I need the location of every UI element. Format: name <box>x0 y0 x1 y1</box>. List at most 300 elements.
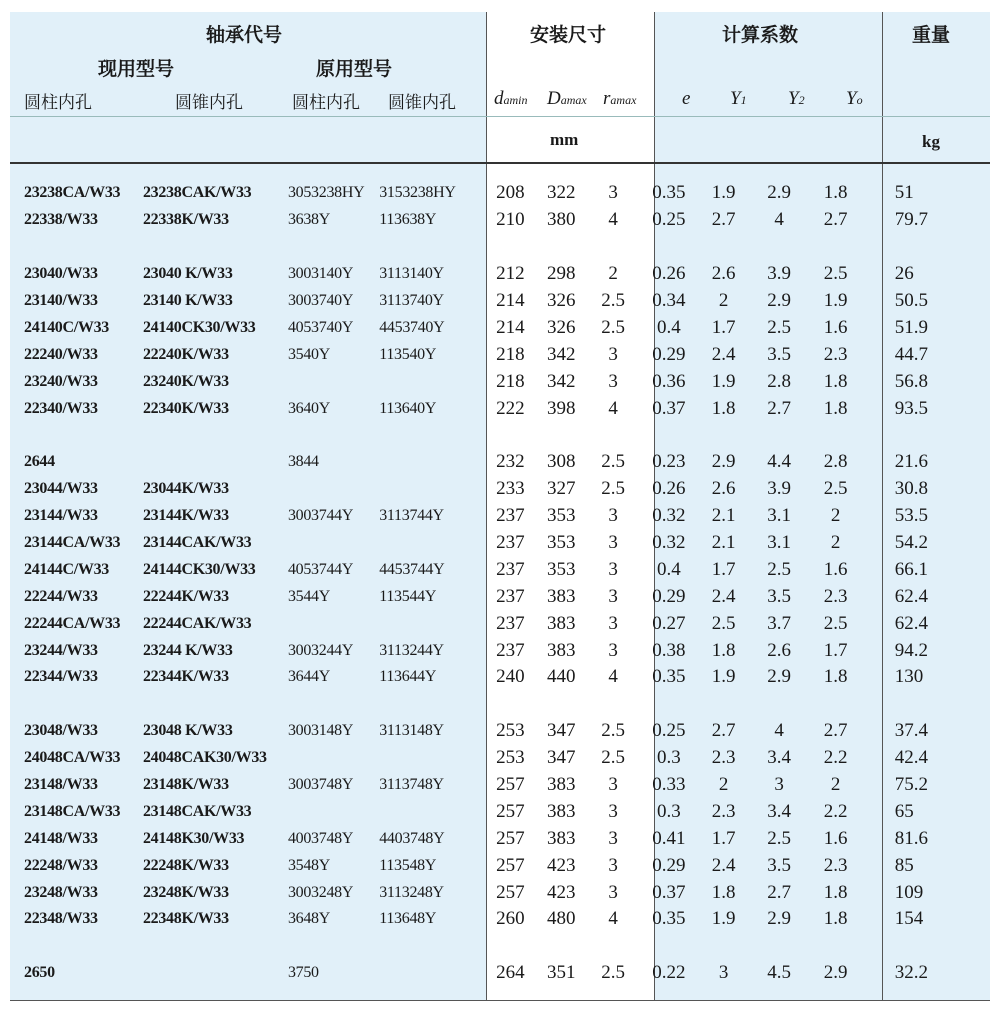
current-cyl-bore-cell: 22340/W33 <box>24 399 98 417</box>
original-cyl-bore-cell: 3003744Y <box>287 507 354 525</box>
original-taper-bore-cell <box>379 530 482 557</box>
ra-max-cell: 3 <box>608 881 618 903</box>
y1-cell: 1.9 <box>711 908 736 930</box>
ra-max-cell: 3 <box>608 800 618 822</box>
da-min-cell: 214 <box>496 290 525 311</box>
y1-cell: 2.6 <box>711 263 736 285</box>
table-row <box>10 556 990 583</box>
original-taper-bore-cell: 113644Y <box>379 668 437 686</box>
Da-max-cell: 308 <box>547 451 576 473</box>
weight-cell: 85 <box>894 854 914 876</box>
y0-cell: 2.2 <box>823 747 848 769</box>
original-taper-bore-cell: 4403748Y <box>379 829 445 847</box>
weight-cell: 66.1 <box>894 558 929 580</box>
y1-cell: 2.6 <box>711 478 736 500</box>
current-taper-bore-cell: 22248K/W33 <box>142 856 229 874</box>
table-row <box>10 476 990 503</box>
current-taper-bore-cell: 24140CK30/W33 <box>142 318 256 336</box>
da-min-cell: 218 <box>496 370 525 392</box>
table-row <box>10 637 990 664</box>
current-cyl-bore-cell: 23144CA/W33 <box>24 534 121 552</box>
da-min-cell: 237 <box>496 639 525 661</box>
current-taper-bore-cell: 22348K/W33 <box>142 910 229 928</box>
original-cyl-bore-cell: 3003148Y <box>287 722 354 740</box>
ra-max-cell: 3 <box>608 558 618 580</box>
weight-cell: 51 <box>894 182 914 204</box>
original-cyl-bore-cell: 3003748Y <box>287 776 354 794</box>
original-cyl-bore-cell <box>288 610 379 637</box>
ra-max-cell: 3 <box>608 585 618 607</box>
table-row <box>10 180 990 207</box>
y2-cell: 2.9 <box>767 290 791 311</box>
ra-max-cell: 3 <box>608 343 618 365</box>
weight-cell: 79.7 <box>894 209 929 231</box>
header-orig-taper-bore: 圆锥内孔 <box>388 93 456 113</box>
y2-cell: 2.7 <box>767 881 791 903</box>
y1-cell: 1.7 <box>711 827 736 849</box>
da-min-cell: 257 <box>496 827 525 849</box>
table-row <box>10 530 990 557</box>
original-taper-bore-cell: 113540Y <box>379 345 437 363</box>
da-min-cell: 212 <box>496 263 525 285</box>
e-cell: 0.26 <box>652 263 686 285</box>
y1-cell: 1.9 <box>711 666 736 688</box>
table-row <box>10 718 990 745</box>
da-min-cell: 232 <box>496 451 525 473</box>
current-cyl-bore-cell: 22338/W33 <box>24 211 98 229</box>
ra-max-cell: 2.5 <box>601 962 625 984</box>
y2-cell: 2.8 <box>767 370 791 392</box>
y2-cell: 4 <box>774 720 784 742</box>
y0-cell: 1.8 <box>823 182 848 204</box>
y0-cell: 1.9 <box>823 290 848 311</box>
ra-max-cell: 2.5 <box>601 747 625 769</box>
current-cyl-bore-cell: 23238CA/W33 <box>24 184 121 202</box>
weight-cell: 81.6 <box>894 827 929 849</box>
ra-max-cell: 3 <box>608 827 618 849</box>
y2-cell: 2.7 <box>767 397 791 419</box>
Da-max-cell: 353 <box>547 505 576 527</box>
original-taper-bore-cell <box>379 476 482 503</box>
ra-max-cell: 2.5 <box>601 451 625 473</box>
y0-cell: 2.2 <box>823 800 848 822</box>
y0-cell: 1.6 <box>823 827 848 849</box>
ra-max-cell: 3 <box>608 854 618 876</box>
e-cell: 0.22 <box>652 962 686 984</box>
Da-max-cell: 353 <box>547 532 576 554</box>
Da-max-cell: 383 <box>547 774 576 796</box>
group-spacer <box>10 933 990 960</box>
e-cell: 0.3 <box>656 800 681 822</box>
y0-cell: 1.6 <box>823 316 848 338</box>
Da-max-cell: 383 <box>547 800 576 822</box>
weight-cell: 93.5 <box>894 397 929 419</box>
symbol-Da-max: Damax <box>547 88 587 109</box>
original-cyl-bore-cell: 3750 <box>287 964 319 982</box>
e-cell: 0.4 <box>656 316 681 338</box>
table-row <box>10 341 990 368</box>
current-cyl-bore-cell: 23248/W33 <box>24 883 98 901</box>
current-cyl-bore-cell: 24048CA/W33 <box>24 749 121 767</box>
original-cyl-bore-cell: 3644Y <box>287 668 330 686</box>
current-taper-bore-cell: 22244CAK/W33 <box>142 614 252 632</box>
y0-cell: 1.6 <box>823 558 848 580</box>
original-cyl-bore-cell: 4003748Y <box>287 829 354 847</box>
ra-max-cell: 4 <box>608 209 618 231</box>
Da-max-cell: 298 <box>547 263 576 285</box>
y0-cell: 2.3 <box>823 343 848 365</box>
original-taper-bore-cell <box>379 745 482 772</box>
e-cell: 0.33 <box>652 774 686 796</box>
ra-max-cell: 3 <box>608 774 618 796</box>
table-row <box>10 798 990 825</box>
current-cyl-bore-cell: 23148CA/W33 <box>24 802 121 820</box>
Da-max-cell: 398 <box>547 397 576 419</box>
current-cyl-bore-cell: 22344/W33 <box>24 668 98 686</box>
y0-cell: 2.5 <box>823 478 848 500</box>
current-taper-bore-cell: 22244K/W33 <box>142 587 229 605</box>
original-taper-bore-cell: 113638Y <box>379 211 437 229</box>
original-taper-bore-cell: 3113248Y <box>379 883 444 901</box>
table-row <box>10 503 990 530</box>
da-min-cell: 257 <box>496 774 525 796</box>
current-taper-bore-cell: 23040 K/W33 <box>142 265 233 283</box>
unit-mm: mm <box>550 130 579 149</box>
weight-cell: 109 <box>894 881 924 903</box>
original-cyl-bore-cell <box>288 745 379 772</box>
weight-cell: 54.2 <box>894 532 929 554</box>
Da-max-cell: 322 <box>547 182 576 204</box>
y0-cell: 2.9 <box>823 962 848 984</box>
weight-cell: 65 <box>894 800 914 822</box>
original-cyl-bore-cell: 4053744Y <box>287 560 354 578</box>
e-cell: 0.29 <box>652 343 686 365</box>
y1-cell: 1.9 <box>711 370 736 392</box>
table-row <box>10 288 990 315</box>
da-min-cell: 237 <box>496 612 525 634</box>
current-taper-bore-cell <box>143 449 288 476</box>
y1-cell: 2.1 <box>711 505 736 527</box>
original-taper-bore-cell <box>379 368 482 395</box>
y2-cell: 4 <box>774 209 784 231</box>
e-cell: 0.4 <box>656 558 681 580</box>
header-calc-factors: 计算系数 <box>722 24 799 46</box>
table-row <box>10 825 990 852</box>
e-cell: 0.29 <box>652 854 686 876</box>
table-row <box>10 314 990 341</box>
y2-cell: 4.4 <box>767 451 791 473</box>
table-row <box>10 664 990 691</box>
ra-max-cell: 4 <box>608 397 618 419</box>
original-taper-bore-cell: 3113744Y <box>379 507 444 525</box>
Da-max-cell: 353 <box>547 558 576 580</box>
table-row <box>10 261 990 288</box>
weight-cell: 32.2 <box>894 962 929 984</box>
original-cyl-bore-cell: 4053740Y <box>287 318 354 336</box>
table-row <box>10 583 990 610</box>
y0-cell: 1.7 <box>823 639 848 661</box>
y0-cell: 2.5 <box>823 612 848 634</box>
e-cell: 0.29 <box>652 585 686 607</box>
symbol-y1: Y1 <box>730 88 747 109</box>
weight-cell: 94.2 <box>894 639 929 661</box>
e-cell: 0.37 <box>652 881 686 903</box>
da-min-cell: 222 <box>496 397 525 419</box>
weight-cell: 42.4 <box>894 747 929 769</box>
header-bottom-rule <box>10 162 990 164</box>
y2-cell: 3 <box>774 774 784 796</box>
current-cyl-bore-cell: 24140C/W33 <box>24 318 110 336</box>
y1-cell: 1.8 <box>711 639 736 661</box>
spacer-cell <box>10 691 990 718</box>
y2-cell: 4.5 <box>767 962 791 984</box>
weight-cell: 51.9 <box>894 316 929 338</box>
current-cyl-bore-cell: 23140/W33 <box>24 292 98 309</box>
original-taper-bore-cell: 4453740Y <box>379 318 445 336</box>
current-cyl-bore-cell: 22244/W33 <box>24 587 98 605</box>
original-taper-bore-cell: 113548Y <box>379 856 437 874</box>
y1-cell: 2.7 <box>711 209 736 231</box>
e-cell: 0.26 <box>652 478 686 500</box>
current-taper-bore-cell: 23148CAK/W33 <box>142 802 252 820</box>
current-taper-bore-cell: 23240K/W33 <box>142 372 229 390</box>
original-cyl-bore-cell <box>288 368 379 395</box>
ra-max-cell: 3 <box>608 612 618 634</box>
original-cyl-bore-cell: 3003740Y <box>287 292 354 309</box>
ra-max-cell: 2 <box>608 263 618 285</box>
current-cyl-bore-cell: 23148/W33 <box>24 776 98 794</box>
y1-cell: 2.3 <box>711 800 736 822</box>
y0-cell: 1.8 <box>823 666 848 688</box>
e-cell: 0.3 <box>656 747 681 769</box>
weight-cell: 62.4 <box>894 585 929 607</box>
y2-cell: 2.5 <box>767 316 791 338</box>
bearing-spec-table <box>10 12 990 1008</box>
original-cyl-bore-cell <box>288 476 379 503</box>
y2-cell: 2.6 <box>767 639 791 661</box>
weight-cell: 50.5 <box>894 290 929 311</box>
ra-max-cell: 2.5 <box>601 478 625 500</box>
da-min-cell: 210 <box>496 209 525 231</box>
y1-cell: 1.7 <box>711 558 736 580</box>
original-cyl-bore-cell: 3544Y <box>287 587 330 605</box>
da-min-cell: 257 <box>496 854 525 876</box>
y0-cell: 1.8 <box>823 881 848 903</box>
current-taper-bore-cell: 22344K/W33 <box>142 668 229 686</box>
y0-cell: 2.5 <box>823 263 848 285</box>
symbol-da-min: damin <box>494 88 528 109</box>
y1-cell: 2 <box>718 774 729 796</box>
y1-cell: 2.3 <box>711 747 736 769</box>
original-cyl-bore-cell <box>288 530 379 557</box>
bearing-rows <box>10 180 990 987</box>
y2-cell: 3.1 <box>767 505 791 527</box>
y2-cell: 3.9 <box>767 478 791 500</box>
current-cyl-bore-cell: 23040/W33 <box>24 265 98 283</box>
current-taper-bore-cell: 23144CAK/W33 <box>142 534 252 552</box>
Da-max-cell: 351 <box>547 962 576 984</box>
weight-cell: 130 <box>894 666 924 688</box>
table-row <box>10 207 990 234</box>
y2-cell: 2.5 <box>767 827 791 849</box>
weight-cell: 154 <box>894 908 924 930</box>
group-spacer <box>10 691 990 718</box>
y1-cell: 2.4 <box>711 854 736 876</box>
table-bottom-rule <box>10 1000 990 1001</box>
table-row <box>10 610 990 637</box>
y1-cell: 1.8 <box>711 881 736 903</box>
current-cyl-bore-cell: 23144/W33 <box>24 507 98 525</box>
original-taper-bore-cell: 3113740Y <box>379 292 444 309</box>
da-min-cell: 237 <box>496 585 525 607</box>
current-taper-bore-cell: 23048 K/W33 <box>142 722 233 740</box>
original-cyl-bore-cell: 3003140Y <box>287 265 354 283</box>
da-min-cell: 218 <box>496 343 525 365</box>
spacer-cell <box>10 933 990 960</box>
original-taper-bore-cell <box>379 449 482 476</box>
original-taper-bore-cell: 3113140Y <box>379 265 444 283</box>
current-cyl-bore-cell: 23244/W33 <box>24 641 98 659</box>
header-bearing-code: 轴承代号 <box>206 24 283 46</box>
da-min-cell: 264 <box>496 962 525 984</box>
original-cyl-bore-cell: 3844 <box>287 453 319 471</box>
Da-max-cell: 326 <box>547 290 576 311</box>
y0-cell: 1.8 <box>823 370 848 392</box>
original-taper-bore-cell: 113544Y <box>379 587 437 605</box>
symbol-y0: Yo <box>846 88 863 109</box>
da-min-cell: 253 <box>496 747 525 769</box>
table-row <box>10 368 990 395</box>
current-taper-bore-cell: 23148K/W33 <box>142 776 229 794</box>
y2-cell: 3.5 <box>767 585 791 607</box>
table-row <box>10 395 990 422</box>
ra-max-cell: 4 <box>608 908 618 930</box>
ra-max-cell: 3 <box>608 532 618 554</box>
table-row <box>10 906 990 933</box>
weight-cell: 56.8 <box>894 370 929 392</box>
current-cyl-bore-cell: 2644 <box>24 453 55 471</box>
y2-cell: 3.9 <box>767 263 791 285</box>
original-cyl-bore-cell: 3003248Y <box>287 883 354 901</box>
header-weight: 重量 <box>912 24 951 46</box>
e-cell: 0.32 <box>652 505 686 527</box>
table-row <box>10 449 990 476</box>
original-taper-bore-cell: 4453744Y <box>379 560 445 578</box>
current-taper-bore-cell: 24048CAK30/W33 <box>142 749 267 767</box>
e-cell: 0.34 <box>652 290 686 311</box>
current-taper-bore-cell: 22240K/W33 <box>142 345 229 363</box>
header-rule <box>10 116 990 117</box>
weight-cell: 62.4 <box>894 612 929 634</box>
da-min-cell: 237 <box>496 505 525 527</box>
da-min-cell: 253 <box>496 720 525 742</box>
y0-cell: 2 <box>830 505 841 527</box>
e-cell: 0.41 <box>652 827 686 849</box>
Da-max-cell: 383 <box>547 639 576 661</box>
original-taper-bore-cell: 3153238HY <box>379 184 456 202</box>
ra-max-cell: 2.5 <box>601 290 625 311</box>
original-taper-bore-cell: 3113148Y <box>379 722 444 740</box>
y2-cell: 3.4 <box>767 800 791 822</box>
y0-cell: 1.8 <box>823 908 848 930</box>
y1-cell: 2.1 <box>711 532 736 554</box>
current-taper-bore-cell: 22338K/W33 <box>142 211 229 229</box>
current-taper-bore-cell: 23244 K/W33 <box>142 641 233 659</box>
ra-max-cell: 3 <box>608 639 618 661</box>
current-taper-bore-cell: 23238CAK/W33 <box>142 184 252 202</box>
current-cyl-bore-cell: 2650 <box>24 964 55 982</box>
da-min-cell: 237 <box>496 532 525 554</box>
y0-cell: 2.3 <box>823 854 848 876</box>
y2-cell: 2.9 <box>767 182 791 204</box>
da-min-cell: 237 <box>496 558 525 580</box>
y1-cell: 2.4 <box>711 343 736 365</box>
current-taper-bore-cell: 23248K/W33 <box>142 883 229 901</box>
y0-cell: 2 <box>830 774 841 796</box>
weight-cell: 44.7 <box>894 343 929 365</box>
spacer-cell <box>10 422 990 449</box>
current-cyl-bore-cell: 23240/W33 <box>24 372 98 390</box>
Da-max-cell: 423 <box>547 881 576 903</box>
e-cell: 0.27 <box>652 612 686 634</box>
da-min-cell: 208 <box>496 182 525 204</box>
e-cell: 0.25 <box>652 720 686 742</box>
current-taper-bore-cell: 22340K/W33 <box>142 399 229 417</box>
e-cell: 0.38 <box>652 639 686 661</box>
Da-max-cell: 383 <box>547 612 576 634</box>
original-taper-bore-cell: 113648Y <box>379 910 437 928</box>
y1-cell: 1.8 <box>711 397 736 419</box>
header-cyl-bore: 圆柱内孔 <box>24 93 92 113</box>
e-cell: 0.37 <box>652 397 686 419</box>
y0-cell: 2.8 <box>823 451 848 473</box>
weight-cell: 30.8 <box>894 478 929 500</box>
current-cyl-bore-cell: 24144C/W33 <box>24 560 110 578</box>
table-row <box>10 745 990 772</box>
Da-max-cell: 342 <box>547 343 576 365</box>
Da-max-cell: 347 <box>547 720 576 742</box>
table-row <box>10 960 990 987</box>
unit-kg: kg <box>922 132 940 151</box>
Da-max-cell: 342 <box>547 370 576 392</box>
da-min-cell: 257 <box>496 800 525 822</box>
y1-cell: 1.7 <box>711 316 736 338</box>
Da-max-cell: 380 <box>547 209 576 231</box>
current-taper-bore-cell: 24144CK30/W33 <box>142 560 256 578</box>
da-min-cell: 233 <box>496 478 525 500</box>
y2-cell: 2.9 <box>767 908 791 930</box>
e-cell: 0.23 <box>652 451 686 473</box>
y1-cell: 3 <box>718 962 729 984</box>
header-orig-cyl-bore: 圆柱内孔 <box>292 93 360 113</box>
current-taper-bore-cell <box>143 960 288 987</box>
original-cyl-bore-cell: 3003244Y <box>287 641 354 659</box>
Da-max-cell: 383 <box>547 827 576 849</box>
e-cell: 0.35 <box>652 908 686 930</box>
Da-max-cell: 383 <box>547 585 576 607</box>
current-cyl-bore-cell: 22248/W33 <box>24 856 98 874</box>
e-cell: 0.32 <box>652 532 686 554</box>
da-min-cell: 214 <box>496 316 525 338</box>
header-taper-bore: 圆锥内孔 <box>175 93 243 113</box>
current-cyl-bore-cell: 24148/W33 <box>24 829 98 847</box>
current-cyl-bore-cell: 23044/W33 <box>24 480 98 498</box>
da-min-cell: 257 <box>496 881 525 903</box>
original-cyl-bore-cell: 3540Y <box>287 345 330 363</box>
header-original-model: 原用型号 <box>316 58 393 80</box>
ra-max-cell: 3 <box>608 505 618 527</box>
ra-max-cell: 4 <box>608 666 618 688</box>
